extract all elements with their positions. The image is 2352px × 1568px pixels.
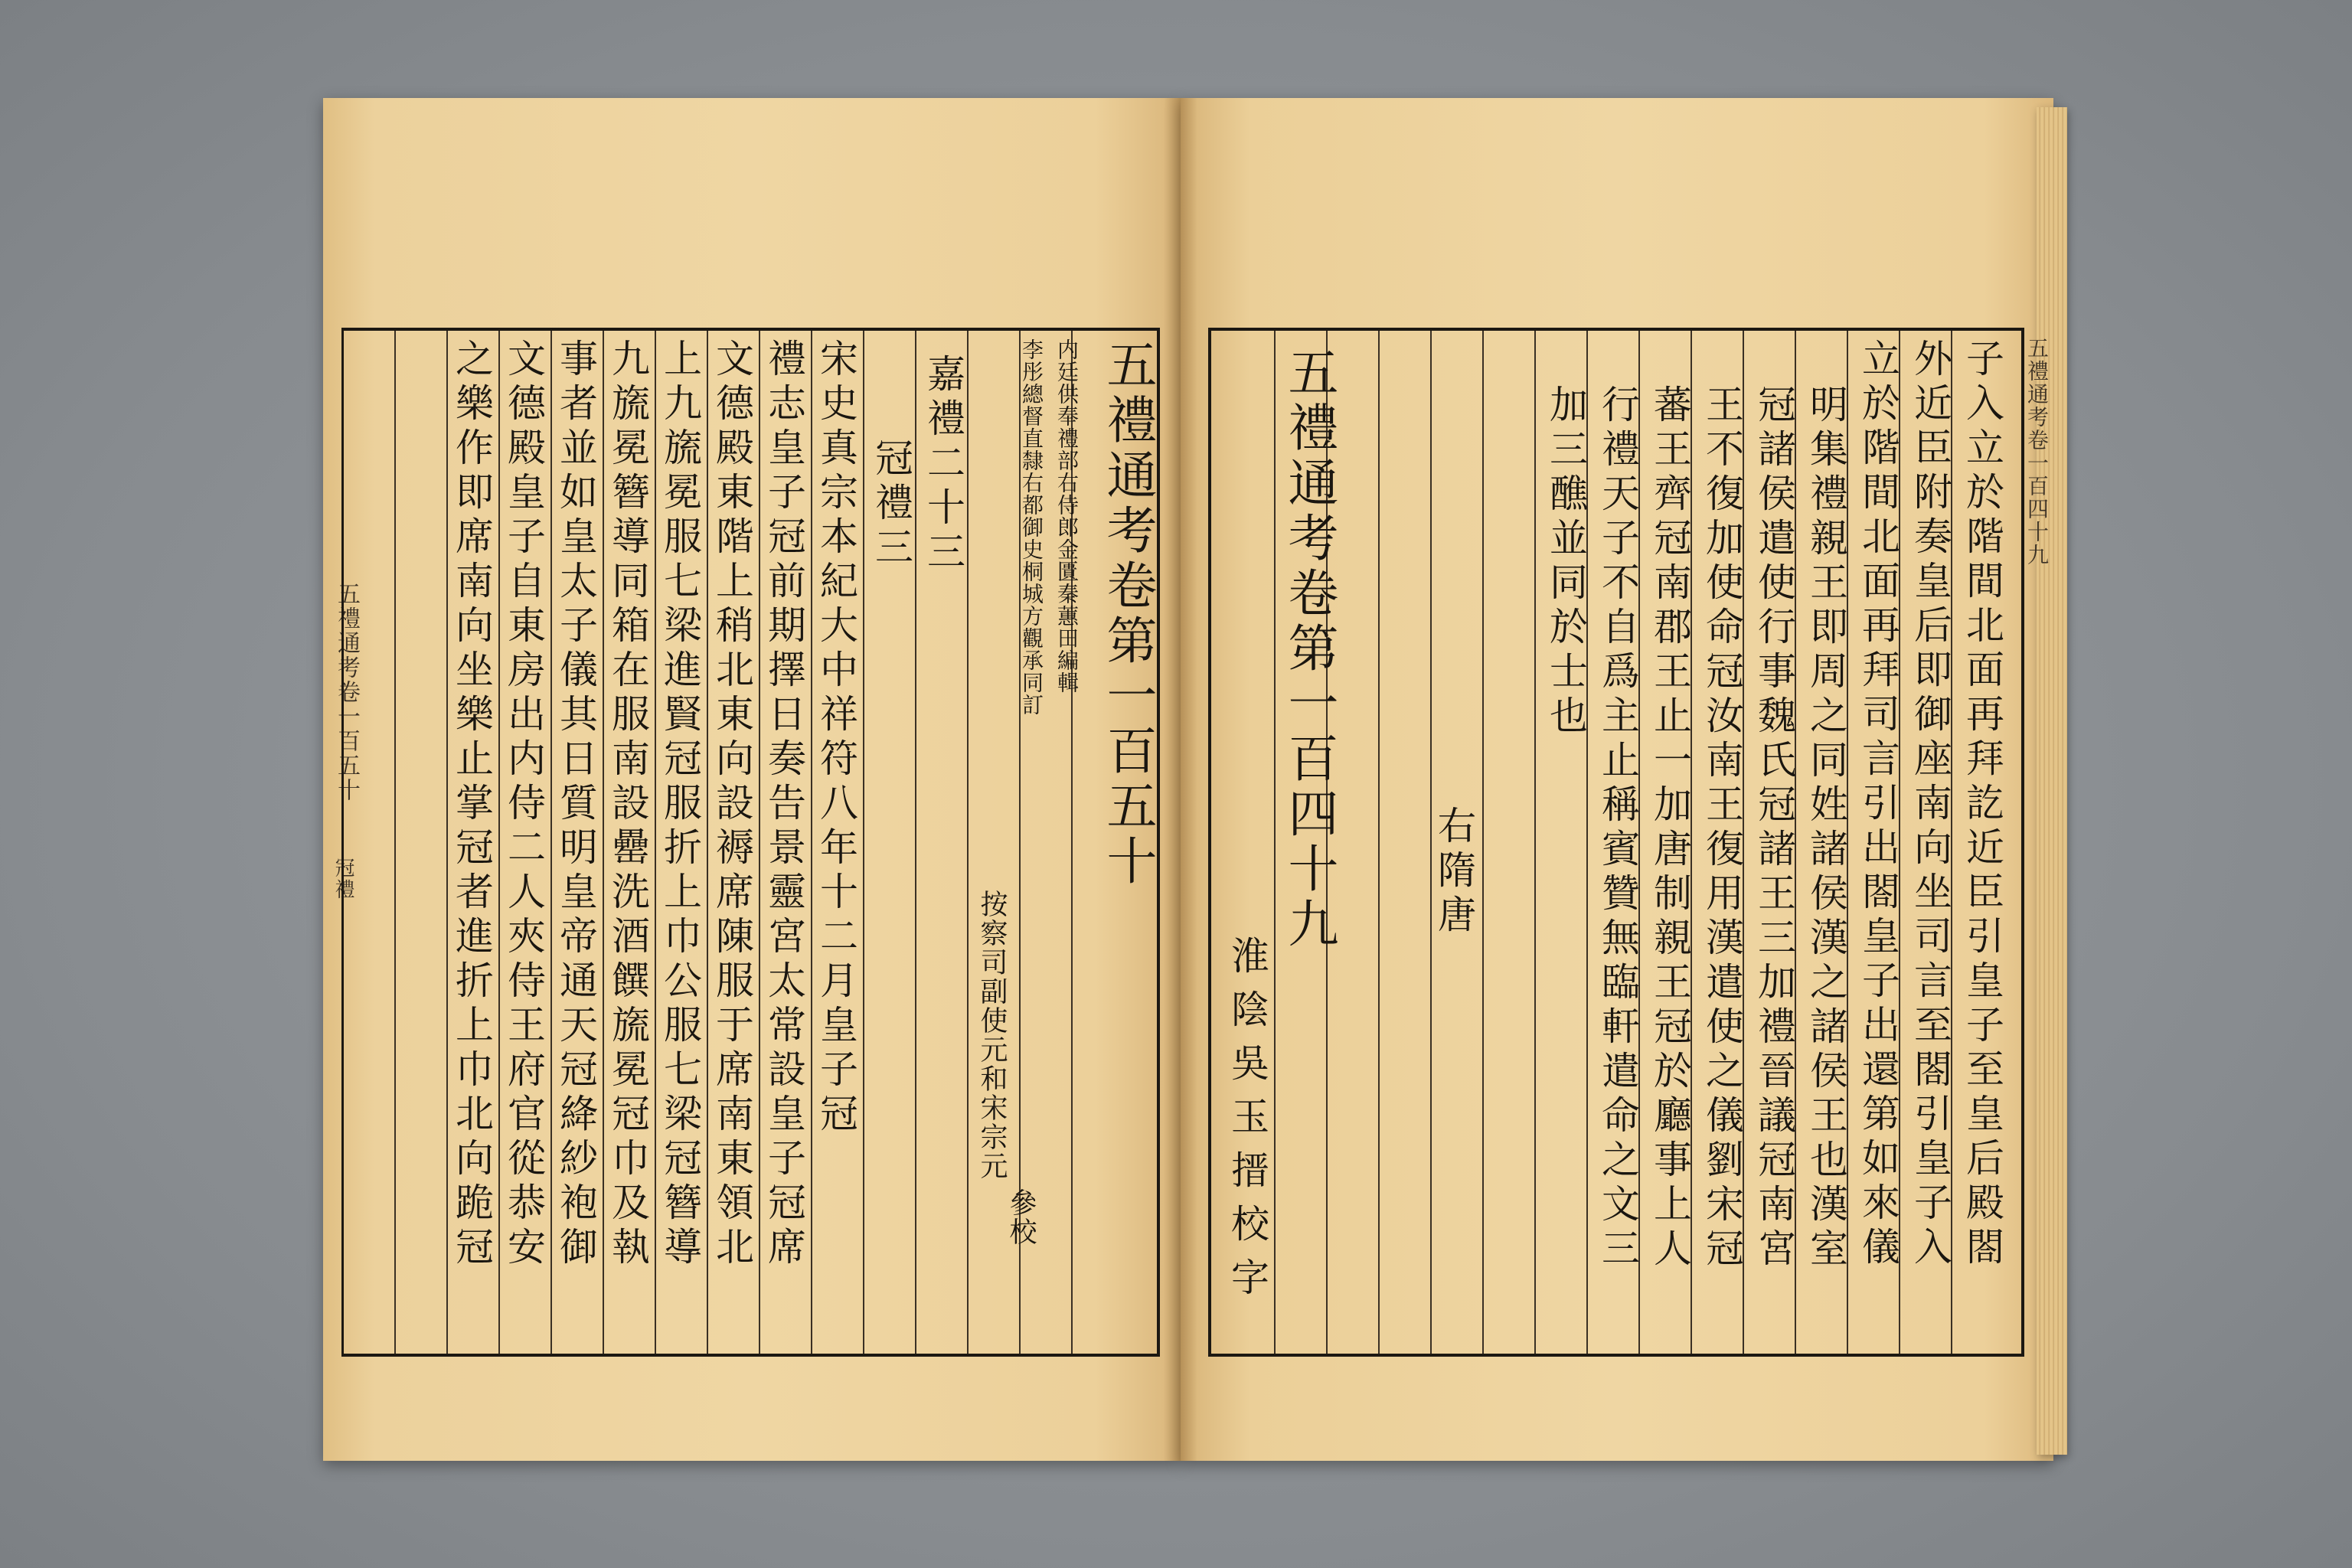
- right-proofreader-line: 淮陰吳玉搢校字: [1225, 936, 1269, 1311]
- right-body-col-7: 蕃王齊冠南郡王止一加唐制親王冠於廳事上人: [1648, 384, 1692, 1272]
- right-body-col-1: 子入立於階間北面再拜訖近臣引皇子至皇后殿閤: [1960, 338, 2004, 1271]
- book-gutter: [1164, 98, 1197, 1461]
- left-reviser-line: 李彤總督直隸右都御史桐城方觀承同訂: [1019, 338, 1044, 716]
- left-body-col-1: 宋史真宗本紀大中祥符八年十二月皇子冠: [814, 338, 858, 1138]
- left-body-col-2: 禮志皇子冠前期擇日奏告景靈宮太常設皇子冠席: [762, 338, 806, 1271]
- left-collator-suffix: 參校: [1005, 1188, 1037, 1246]
- left-subsection-heading: 冠禮三: [869, 438, 913, 571]
- page-edges: [2037, 107, 2067, 1455]
- left-body-col-5: 九旒冕簪導同箱在服南設罍洗酒饌旒冕冠巾及執: [606, 338, 650, 1271]
- right-body-col-5: 冠諸侯遣使行事魏氏冠諸王三加禮晉議冠南宮: [1752, 384, 1796, 1272]
- left-body-col-6: 事者並如皇太子儀其日質明皇帝通天冠絳紗袍御: [554, 338, 598, 1271]
- right-margin-title: 五禮通考卷一百四十九: [2024, 337, 2050, 567]
- left-text-frame: [341, 328, 1160, 1357]
- right-body-col-4: 明集禮親王即周之同姓諸侯漢之諸侯王也漢室: [1804, 384, 1848, 1272]
- right-body-col-6: 王不復加使命冠汝南王復用漢遣使之儀劉宋冠: [1700, 384, 1744, 1272]
- right-volume-end-title: 五禮通考卷第一百四十九: [1279, 346, 1338, 952]
- right-body-col-2: 外近臣附奏皇后即御座南向坐司言至閤引皇子入: [1908, 338, 1952, 1271]
- left-margin-title: 五禮通考卷一百五十: [333, 582, 360, 802]
- left-body-col-8: 之樂作即席南向坐樂止掌冠者進折上巾北向跪冠: [449, 338, 494, 1271]
- left-body-col-7: 文德殿皇子自東房出内侍二人夾侍王府官從恭安: [501, 338, 546, 1271]
- left-body-col-3: 文德殿東階上稍北東向設褥席陳服于席南東領北: [710, 338, 754, 1271]
- right-body-col-8: 行禮天子不自爲主止稱賓贊無臨軒遣命之文三: [1596, 384, 1640, 1272]
- left-volume-title: 五禮通考卷第一百五十: [1098, 338, 1157, 890]
- right-text-frame: [1208, 328, 2024, 1357]
- right-era-note: 右隋唐: [1432, 805, 1476, 939]
- right-body-col-3: 立於階間北面再拜司言引出閤皇子出還第如來儀: [1856, 338, 1900, 1271]
- left-collator-line: 按察司副使元和宋宗元: [976, 890, 1008, 1181]
- left-margin-sub: 冠禮: [332, 858, 354, 900]
- left-body-col-4: 上九旒冕服七梁進賢冠服折上巾公服七梁冠簪導: [658, 338, 702, 1271]
- left-editor-line: 内廷供奉禮部右侍郎金匱秦蕙田編輯: [1054, 338, 1080, 694]
- left-section-heading: 嘉禮二十三: [921, 354, 965, 576]
- right-body-col-9: 加三醮並同於士也: [1544, 384, 1588, 740]
